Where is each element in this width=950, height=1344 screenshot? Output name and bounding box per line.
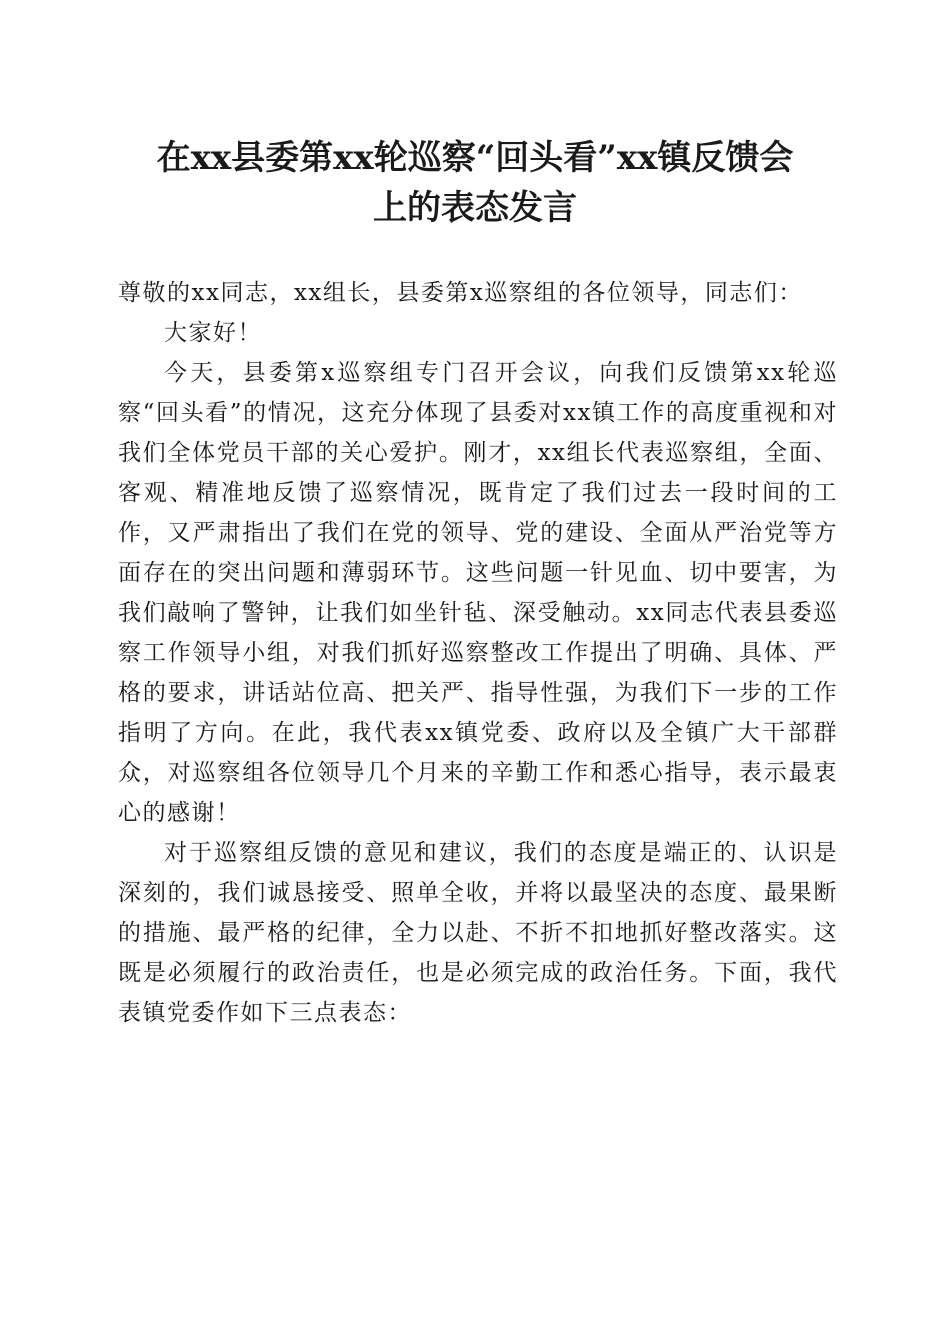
body-paragraph: 今天，县委第x巡察组专门召开会议，向我们反馈第xx轮巡察“回头看”的情况，这充分体现了县委对xx镇工作的高度重视和对我们全体党员干部的关心爱护。刚才，xx组长代表巡察组，全面、客观、精准地反馈了巡察情况，既肯定了我们过去一段时间的工作，又严肃指出了我们在党的领导、党的建设、全面从严治党等方面存在的突出问题和薄弱环节。这些问题一针见血、切中要害，为我们敲响了警钟，让我们如坐针毡、深受触动。xx同志代表县委巡察工作领导小组，对我们抓好巡察整改工作提出了明确、具体、严格的要求，讲话站位高、把关严、指导性强，为我们下一步的工作指明了方向。在此，我代表xx镇党委、政府以及全镇广大干部群众，对巡察组各位领导几个月来的辛勤工作和悉心指导，表示最衷心的感谢！ (118, 360, 838, 826)
document-body (118, 273, 838, 1033)
document-title (100, 133, 850, 233)
title-line-1: 在xx县委第xx轮巡察“回头看”xx镇反馈会 (156, 138, 794, 178)
body-paragraph: 对于巡察组反馈的意见和建议，我们的态度是端正的、认识是深刻的，我们诚恳接受、照单全收，并将以最坚决的态度、最果断的措施、最严格的纪律，全力以赴、不折不扣地抓好整改落实。这既是必须履行的政治责任，也是必须完成的政治任务。下面，我代表镇党委作如下三点表态： (118, 840, 838, 1026)
salutation: 尊敬的xx同志，xx组长，县委第x巡察组的各位领导，同志们： (118, 280, 803, 306)
greeting-paragraph: 大家好！ (164, 320, 262, 346)
title-line-2: 上的表态发言 (373, 188, 577, 228)
